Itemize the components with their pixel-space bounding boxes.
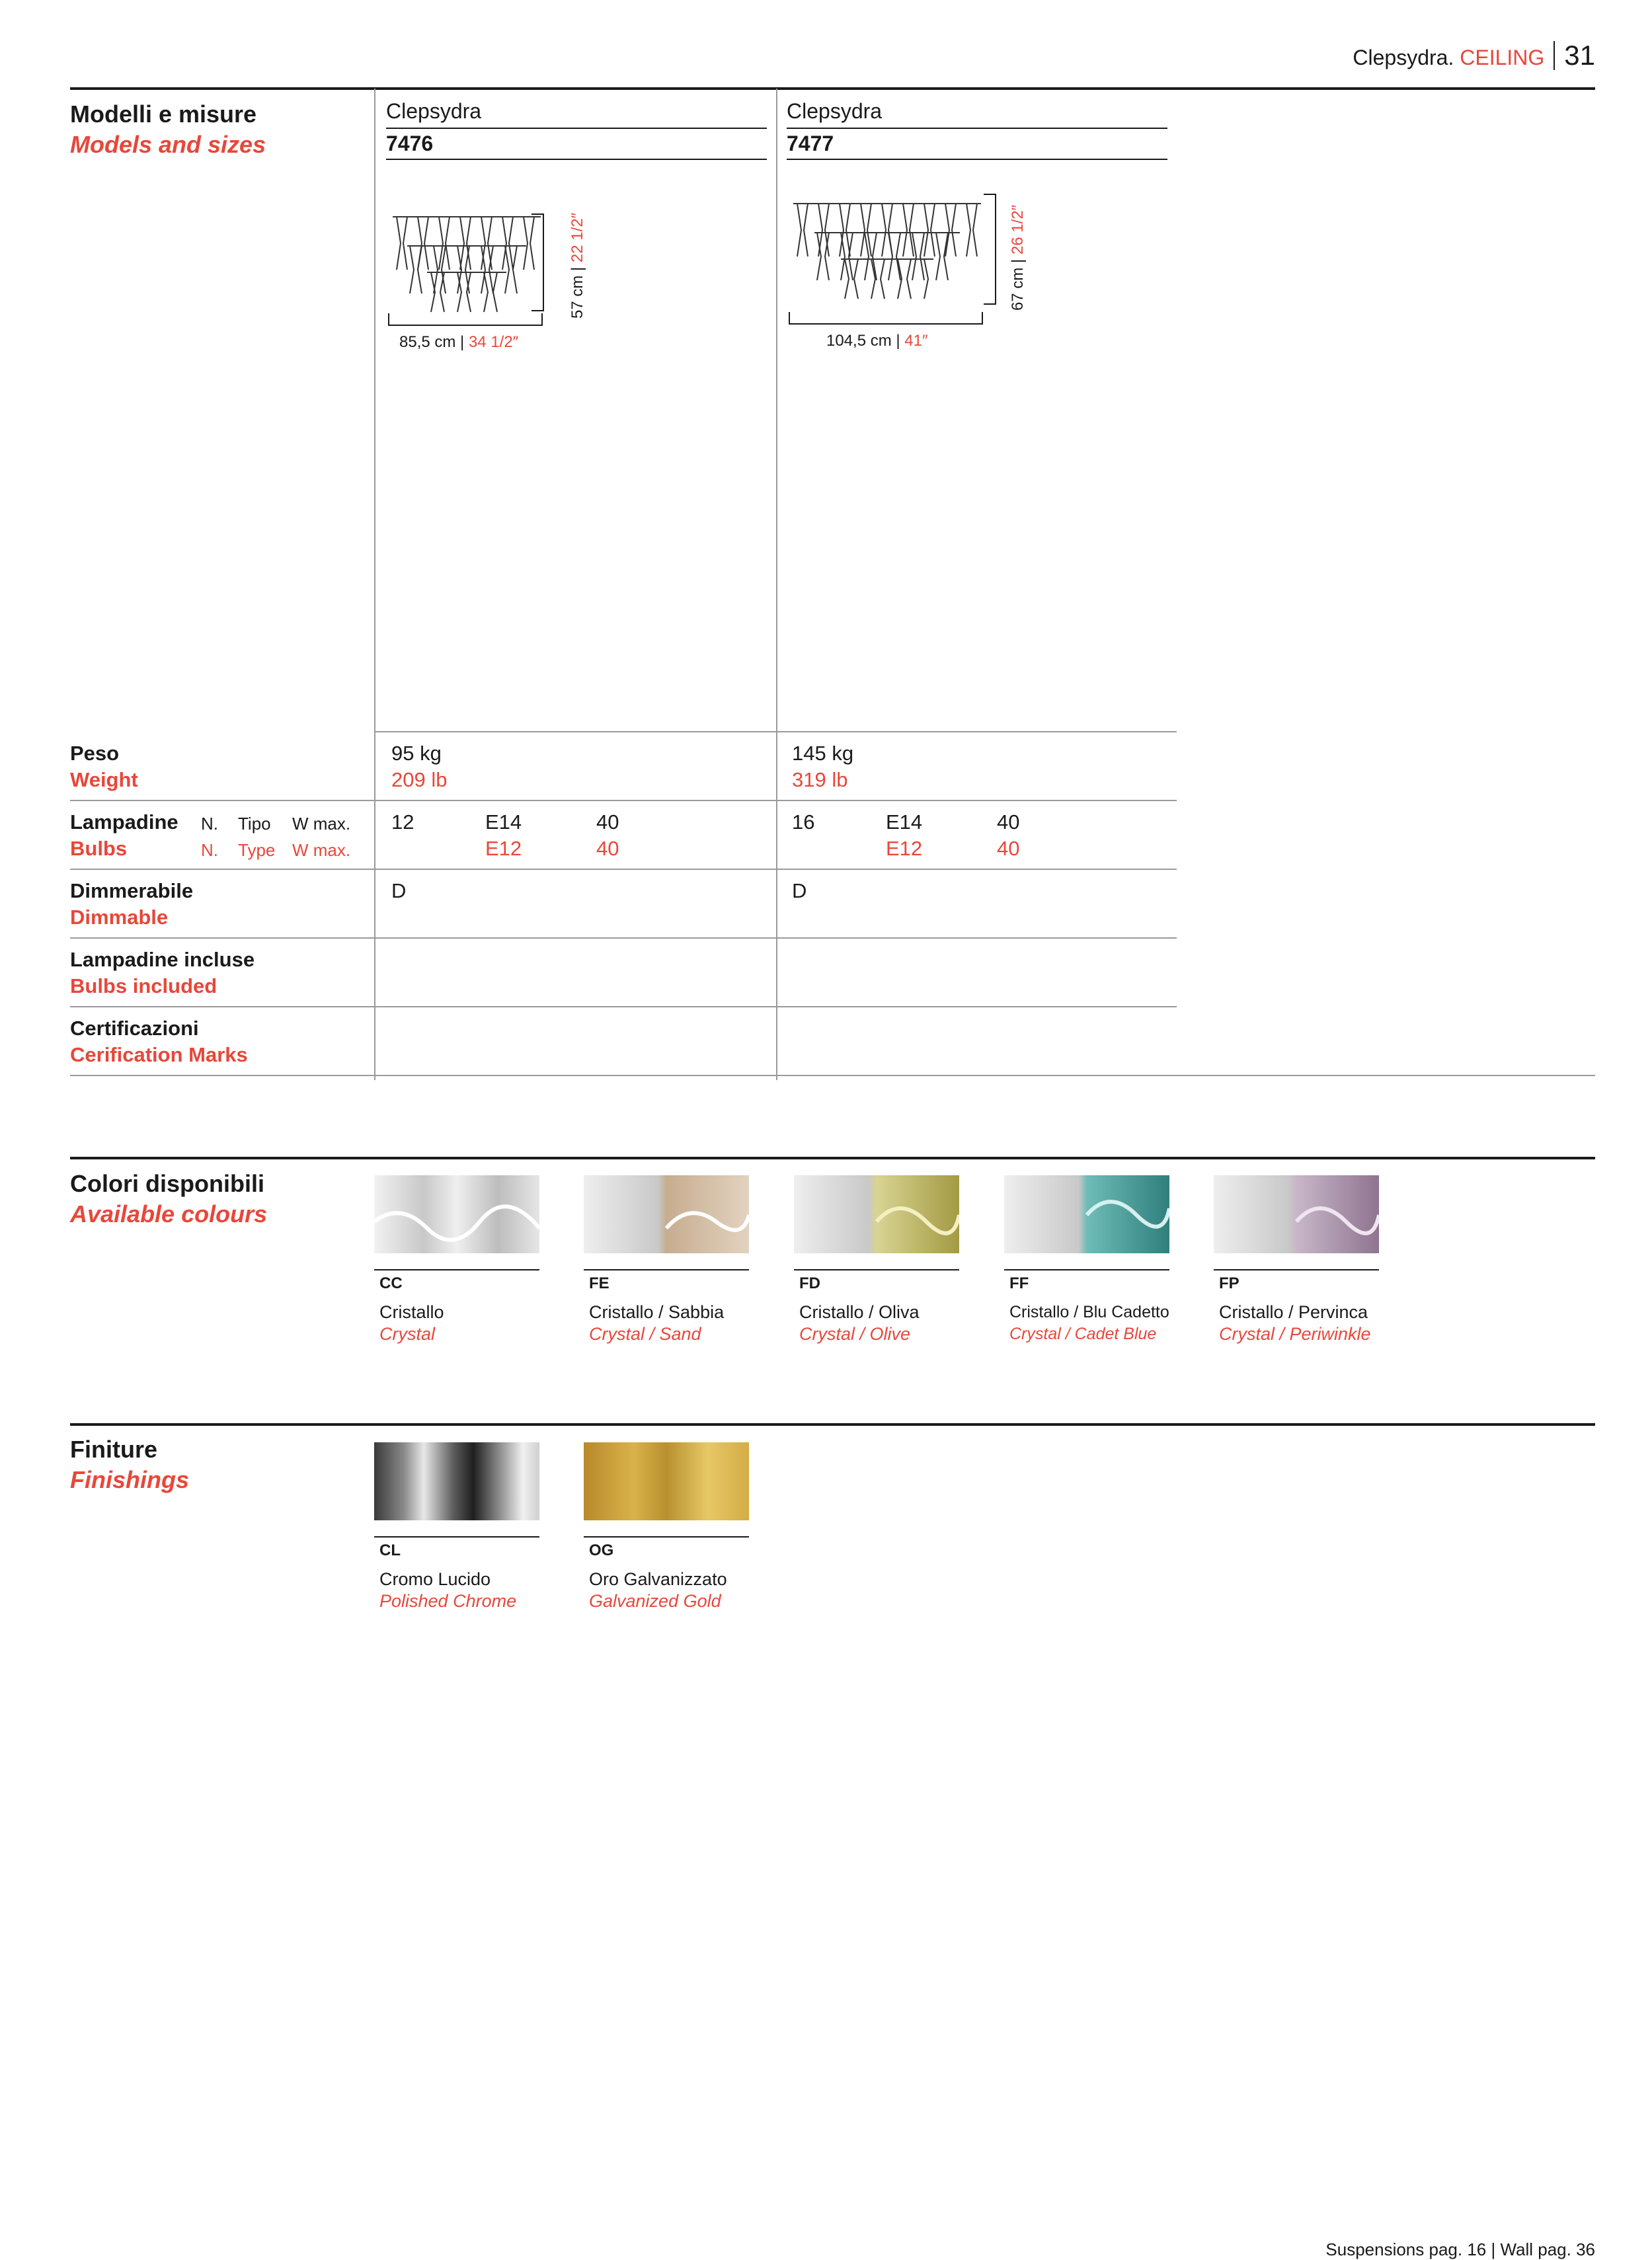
height-dimension-line	[529, 213, 549, 312]
model-7477-bulbs-n: 16	[792, 810, 815, 834]
colour-swatch-cc[interactable]	[374, 1175, 539, 1253]
finish-name-it: Oro Galvanizzato	[589, 1569, 727, 1589]
model-7477-height-label: 67 cm | 26 1/2″	[1009, 204, 1027, 311]
colour-code: FE	[589, 1274, 610, 1292]
finish-name-en: Polished Chrome	[379, 1591, 517, 1611]
model-7476-bulbs-type: E14 E12	[485, 810, 522, 860]
models-title-it: Modelli e misure	[70, 100, 257, 128]
finish-swatch-og[interactable]	[584, 1442, 749, 1520]
row-divider	[70, 800, 1177, 801]
model-7477-width-label: 104,5 cm | 41″	[826, 332, 928, 350]
colour-swatch-fp[interactable]	[1214, 1175, 1379, 1253]
row-divider	[70, 869, 1177, 870]
colour-swatch-ff[interactable]	[1004, 1175, 1169, 1253]
finish-name-it: Cromo Lucido	[379, 1569, 491, 1589]
finishings-rule	[70, 1423, 1595, 1426]
colour-swatch-fe[interactable]	[584, 1175, 749, 1253]
model-7477-weight: 145 kg 319 lb	[792, 742, 854, 791]
page-footer: Suspensions pag. 16 | Wall pag. 36	[1325, 2240, 1595, 2259]
header-separator	[1554, 41, 1555, 70]
colour-name-it: Cristallo / Blu Cadetto	[1009, 1303, 1169, 1321]
weight-label: Peso Weight	[70, 742, 138, 791]
width-dimension-line	[788, 309, 984, 329]
colour-code: FP	[1219, 1274, 1239, 1292]
colour-name-it: Cristallo / Pervinca	[1219, 1302, 1368, 1322]
model-7476-bulbs-n: 12	[391, 810, 414, 834]
finish-swatch-cl[interactable]	[374, 1442, 539, 1520]
colour-name-it: Cristallo / Sabbia	[589, 1302, 725, 1322]
colours-rule	[70, 1157, 1595, 1159]
model-7477-bulbs-w: 40 40	[997, 810, 1020, 860]
model-7476-bulbs-w: 40 40	[596, 810, 619, 860]
colour-name-en: Crystal / Cadet Blue	[1009, 1325, 1157, 1343]
row-divider	[70, 1006, 1177, 1007]
colours-title-it: Colori disponibili	[70, 1170, 264, 1197]
colour-name-it: Cristallo / Oliva	[799, 1302, 920, 1322]
colour-code: CC	[379, 1274, 403, 1292]
model-name-rule	[386, 128, 767, 129]
colours-title-en: Available colours	[70, 1200, 268, 1227]
colour-name-en: Crystal / Periwinkle	[1219, 1324, 1371, 1344]
top-rule	[70, 87, 1595, 90]
model-7476-height-label: 57 cm | 22 1/2″	[569, 212, 586, 319]
column-divider	[776, 89, 777, 1080]
swatch-rule	[794, 1269, 959, 1270]
model-code-rule	[787, 159, 1167, 160]
row-divider	[70, 937, 1177, 939]
model-name-rule	[787, 128, 1167, 129]
models-title-en: Models and sizes	[70, 131, 266, 158]
bulbs-n-header: N. N.	[201, 814, 218, 860]
colour-name-en: Crystal	[379, 1324, 436, 1344]
bulbs-type-header: Tipo Type	[238, 814, 276, 860]
model-name: Clepsydra	[787, 99, 883, 123]
model-code: 7476	[386, 132, 434, 155]
finishings-title-en: Finishings	[70, 1466, 189, 1493]
model-name: Clepsydra	[386, 99, 482, 123]
model-7476-width-label: 85,5 cm | 34 1/2″	[399, 333, 519, 351]
height-dimension-line	[981, 193, 1001, 305]
model-code: 7477	[787, 132, 834, 155]
model-code-rule	[386, 159, 767, 160]
header-product: Clepsydra.	[1353, 46, 1454, 69]
width-dimension-line	[387, 311, 543, 331]
models-section-title	[70, 99, 266, 160]
column-divider	[374, 89, 375, 1080]
finish-code: CL	[379, 1541, 401, 1559]
dimmable-label: Dimmerabile Dimmable	[70, 879, 194, 929]
swatch-rule	[584, 1536, 749, 1538]
colour-swatch-fd[interactable]	[794, 1175, 959, 1253]
model-7476-weight: 95 kg 209 lb	[391, 742, 448, 791]
model-header-7476	[386, 99, 767, 160]
swatch-rule	[374, 1269, 539, 1270]
model-7476-drawing	[387, 206, 546, 325]
finishings-section-title	[70, 1434, 189, 1495]
swatch-rule	[374, 1536, 539, 1538]
colour-name-en: Crystal / Olive	[799, 1324, 911, 1344]
bulbs-wmax-header: W max. W max.	[292, 814, 351, 860]
model-7476-dimmable: D	[391, 879, 407, 902]
certifications-label: Certificazioni Cerification Marks	[70, 1017, 248, 1066]
finish-code: OG	[589, 1541, 614, 1559]
finish-name-en: Galvanized Gold	[589, 1591, 721, 1611]
swatch-rule	[1004, 1269, 1169, 1270]
model-7477-bulbs-type: E14 E12	[886, 810, 923, 860]
page-header	[1353, 36, 1595, 71]
row-divider	[374, 731, 1177, 732]
finishings-title-it: Finiture	[70, 1436, 157, 1463]
model-header-7477	[787, 99, 1167, 160]
colour-name-en: Crystal / Sand	[589, 1324, 701, 1344]
colours-section-title	[70, 1169, 267, 1229]
header-category: CEILING	[1460, 46, 1545, 69]
colour-code: FF	[1009, 1274, 1029, 1292]
colour-code: FD	[799, 1274, 820, 1292]
model-7477-dimmable: D	[792, 879, 807, 902]
swatch-rule	[1214, 1269, 1379, 1270]
page-number: 31	[1564, 40, 1595, 71]
bulbs-included-label: Lampadine incluse Bulbs included	[70, 948, 255, 997]
swatch-rule	[584, 1269, 749, 1270]
bulbs-label: Lampadine Bulbs	[70, 810, 178, 860]
table-bottom-rule	[70, 1075, 1595, 1076]
colour-name-it: Cristallo	[379, 1302, 444, 1322]
model-7477-drawing	[788, 193, 986, 312]
